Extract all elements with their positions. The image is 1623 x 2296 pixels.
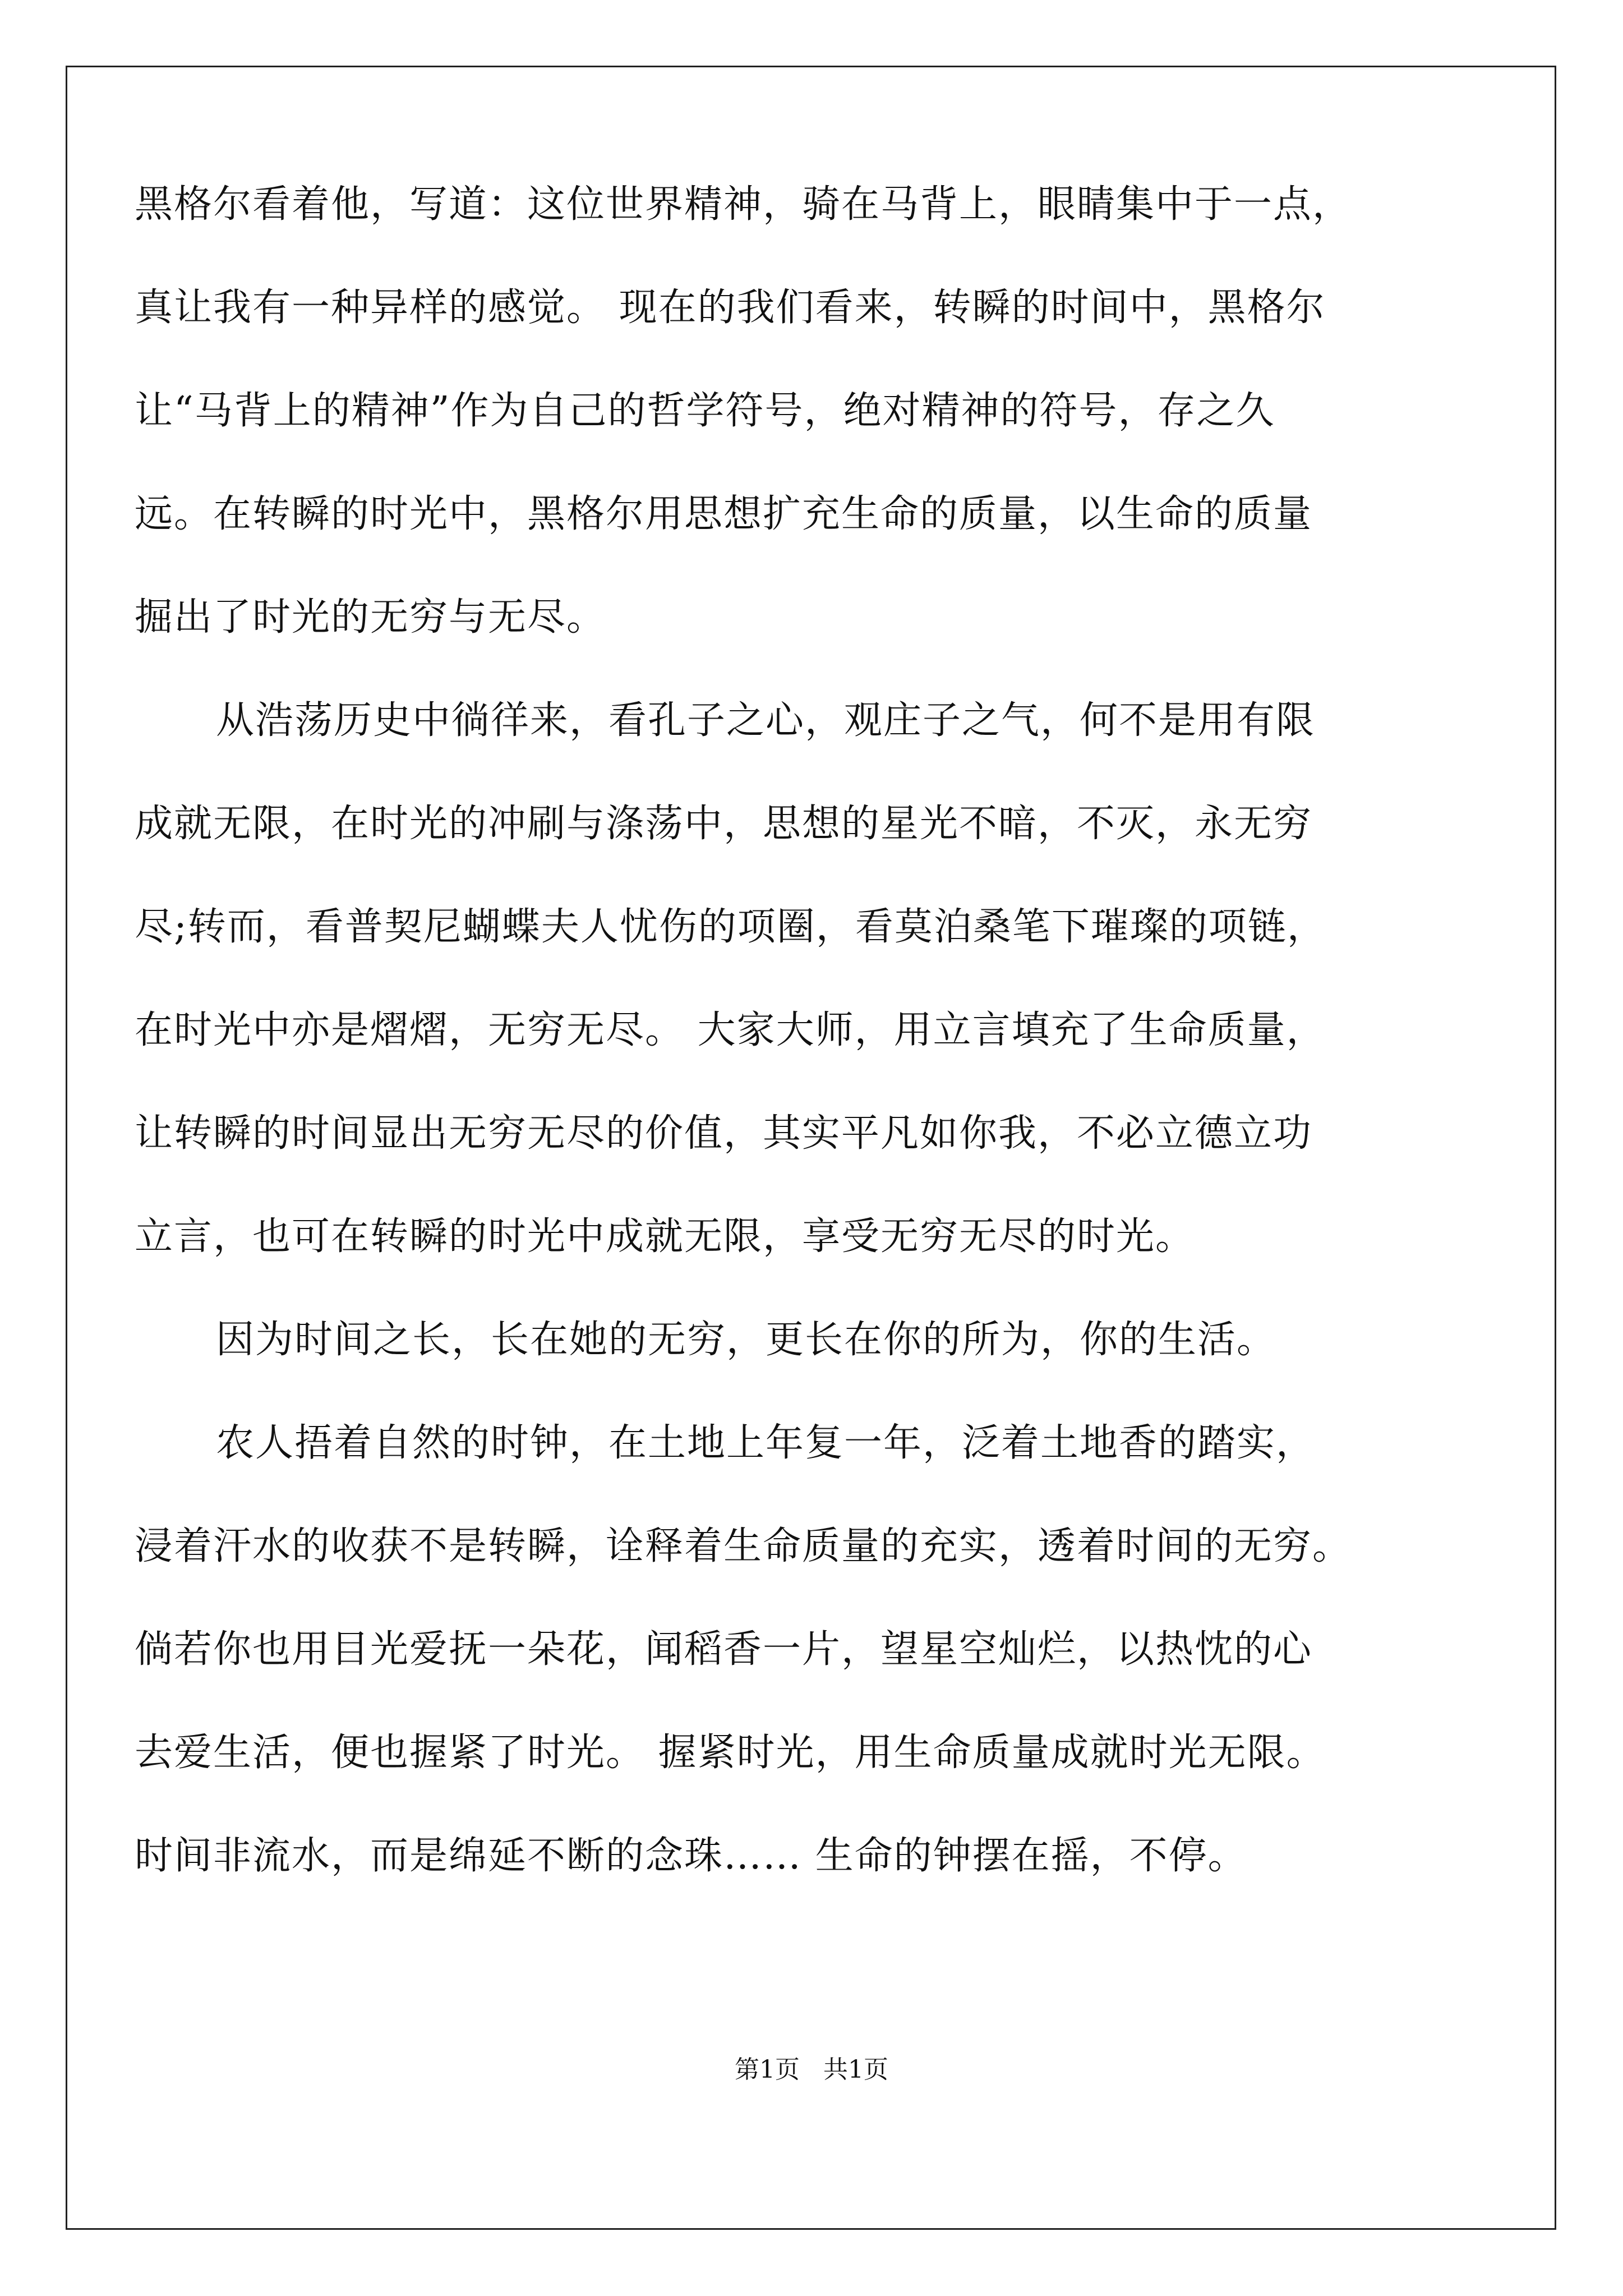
text-line: 成就无限，在时光的冲刷与涤荡中，思想的星光不暗，不灭，永无穷 [135, 802, 1313, 846]
page-footer: 第1页 共1页 [735, 2055, 888, 2084]
text-line: 远。在转瞬的时光中，黑格尔用思想扩充生命的质量，以生命的质量 [135, 492, 1313, 536]
text-line: 浸着汗水的收获不是转瞬，诠释着生命质量的充实，透着时间的无穷。 [135, 1524, 1352, 1568]
paragraph-first-line: 农人捂着自然的时钟，在土地上年复一年，泛着土地香的踏实， [216, 1421, 1316, 1465]
text-line: 去爱生活，便也握紧了时光。 握紧时光，用生命质量成就时光无限。 [135, 1731, 1326, 1775]
text-line: 掘出了时光的无穷与无尽。 [135, 595, 606, 639]
text-line: 黑格尔看着他，写道：这位世界精神，骑在马背上，眼睛集中于一点， [135, 182, 1352, 227]
text-line: 让“马背上的精神”作为自己的哲学符号，绝对精神的符号，存之久 [135, 389, 1275, 433]
text-line: 真让我有一种异样的感觉。 现在的我们看来，转瞬的时间中，黑格尔 [135, 286, 1326, 330]
text-line: 时间非流水，而是绵延不断的念珠…… 生命的钟摆在摇，不停。 [135, 1834, 1247, 1878]
paragraph-first-line: 因为时间之长，长在她的无穷，更长在你的所为，你的生活。 [216, 1318, 1276, 1362]
text-line: 尽;转而，看普契尼蝴蝶夫人忧伤的项圈，看莫泊桑笔下璀璨的项链， [135, 905, 1326, 949]
text-line: 倘若你也用目光爱抚一朵花，闻稻香一片，望星空灿烂，以热忱的心 [135, 1627, 1313, 1672]
text-line: 让转瞬的时间显出无穷无尽的价值，其实平凡如你我，不必立德立功 [135, 1111, 1313, 1156]
text-line: 立言，也可在转瞬的时光中成就无限，享受无穷无尽的时光。 [135, 1214, 1195, 1259]
text-line: 在时光中亦是熠熠，无穷无尽。 大家大师，用立言填充了生命质量， [135, 1008, 1326, 1052]
paragraph-first-line: 从浩荡历史中徜徉来，看孔子之心，观庄子之气，何不是用有限 [216, 698, 1316, 743]
